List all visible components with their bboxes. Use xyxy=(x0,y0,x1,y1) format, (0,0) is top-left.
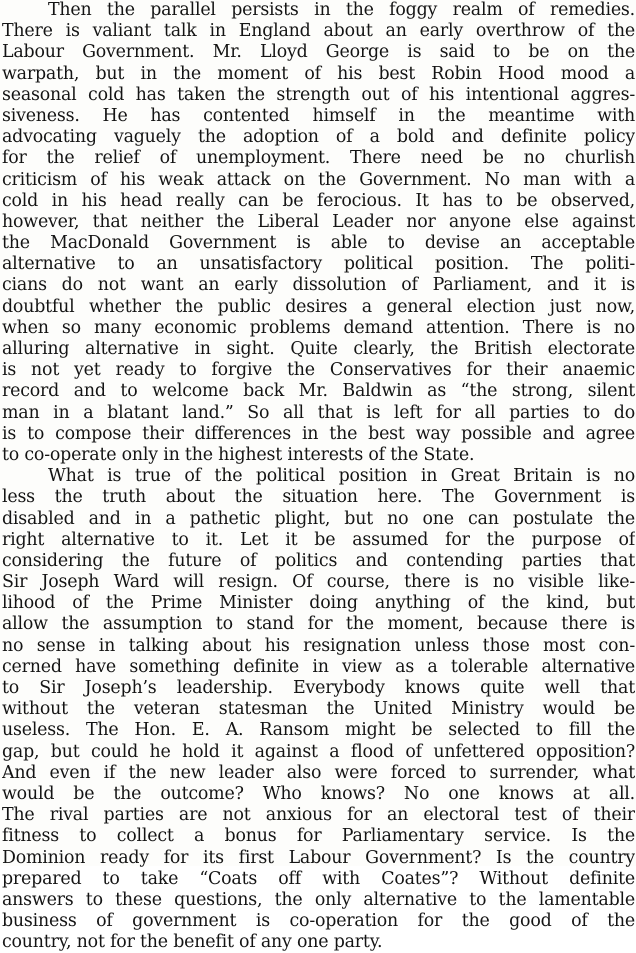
text-line: gap, but could he hold it against a flood of unfettered opposition? xyxy=(2,741,635,762)
text-line: Dominion ready for its first Labour Government? Is the country xyxy=(2,847,635,868)
text-line: Sir Joseph Ward will resign. Of course, there is no visible like- xyxy=(2,572,635,593)
text-line: The rival parties are not anxious for an electoral test of their xyxy=(2,805,635,826)
text-line: allow the assumption to stand for the moment, because there is xyxy=(2,614,635,635)
text-line: lihood of the Prime Minister doing anything of the kind, but xyxy=(2,593,635,614)
text-line: business of government is co-operation for the good of the xyxy=(2,911,635,932)
text-line: to Sir Joseph’s leadership. Everybody knows quite well that xyxy=(2,678,635,698)
text-line: no sense in talking about his resignation unless those most con- xyxy=(2,635,635,656)
text-line: And even if the new leader also were forced to surrender, what xyxy=(2,762,635,783)
text-line: doubtful whether the public desires a general election just now, xyxy=(2,296,635,317)
text-line: criticism of his weak attack on the Government. No man with a xyxy=(2,169,635,190)
text-line: advocating vaguely the adoption of a bold and definite policy xyxy=(2,127,635,148)
text-line: disabled and in a pathetic plight, but no one can postulate the xyxy=(2,508,635,529)
text-line: There is valiant talk in England about an early overthrow of the xyxy=(2,21,635,42)
text-line: prepared to take “Coats off with Coates”? Without definite xyxy=(2,868,635,889)
text-line: alluring alternative in sight. Quite clearly, the British electorate xyxy=(2,339,635,359)
text-line: is not yet ready to forgive the Conservatives for their anaemic xyxy=(2,360,635,381)
text-line: seasonal cold has taken the strength out of his intentional aggres- xyxy=(2,84,635,105)
text-line: warpath, but in the moment of his best Robin Hood mood a xyxy=(2,63,635,84)
paragraph xyxy=(2,466,635,953)
text-line: man in a blatant land.” So all that is left for all parties to do xyxy=(2,402,635,423)
text-line: the MacDonald Government is able to devise an acceptable xyxy=(2,233,635,254)
text-line: cians do not want an early dissolution of Parliament, and it is xyxy=(2,275,635,296)
text-line: to co-operate only in the highest interests of the State. xyxy=(2,444,475,465)
text-line: alternative to an unsatisfactory political position. The politi- xyxy=(2,254,635,275)
text-line: for the relief of unemployment. There need be no churlish xyxy=(2,148,635,169)
text-line: considering the future of politics and contending parties that xyxy=(2,550,635,571)
text-line: fitness to collect a bonus for Parliamentary service. Is the xyxy=(2,826,635,847)
text-line: answers to these questions, the only alternative to the lamentable xyxy=(2,889,635,910)
text-line: useless. The Hon. E. A. Ransom might be selected to fill the xyxy=(2,720,635,741)
text-line: What is true of the political position in Great Britain is no xyxy=(48,466,635,487)
text-line: cerned have something definite in view as a tolerable alternative xyxy=(2,656,635,677)
text-line: less the truth about the situation here. The Government is xyxy=(2,487,635,508)
text-line: record and to welcome back Mr. Baldwin as “the strong, silent xyxy=(2,381,635,402)
text-line: would be the outcome? Who knows? No one knows at all. xyxy=(2,783,635,804)
text-line: country, not for the benefit of any one party. xyxy=(2,932,383,953)
text-line: cold in his head really can be ferocious. It has to be observed, xyxy=(2,190,635,211)
article-text-column xyxy=(2,0,635,953)
text-line: is to compose their differences in the best way possible and agree xyxy=(2,423,635,444)
paragraph xyxy=(2,0,635,466)
text-line: however, that neither the Liberal Leader nor anyone else against xyxy=(2,211,635,232)
text-line: without the veteran statesman the United Ministry would be xyxy=(2,699,635,720)
text-line: right alternative to it. Let it be assumed for the purpose of xyxy=(2,529,635,550)
text-line: when so many economic problems demand attention. There is no xyxy=(2,317,635,338)
text-line: Then the parallel persists in the foggy realm of remedies. xyxy=(48,0,635,20)
text-line: Labour Government. Mr. Lloyd George is said to be on the xyxy=(2,42,635,63)
text-line: siveness. He has contented himself in the meantime with xyxy=(2,105,635,126)
